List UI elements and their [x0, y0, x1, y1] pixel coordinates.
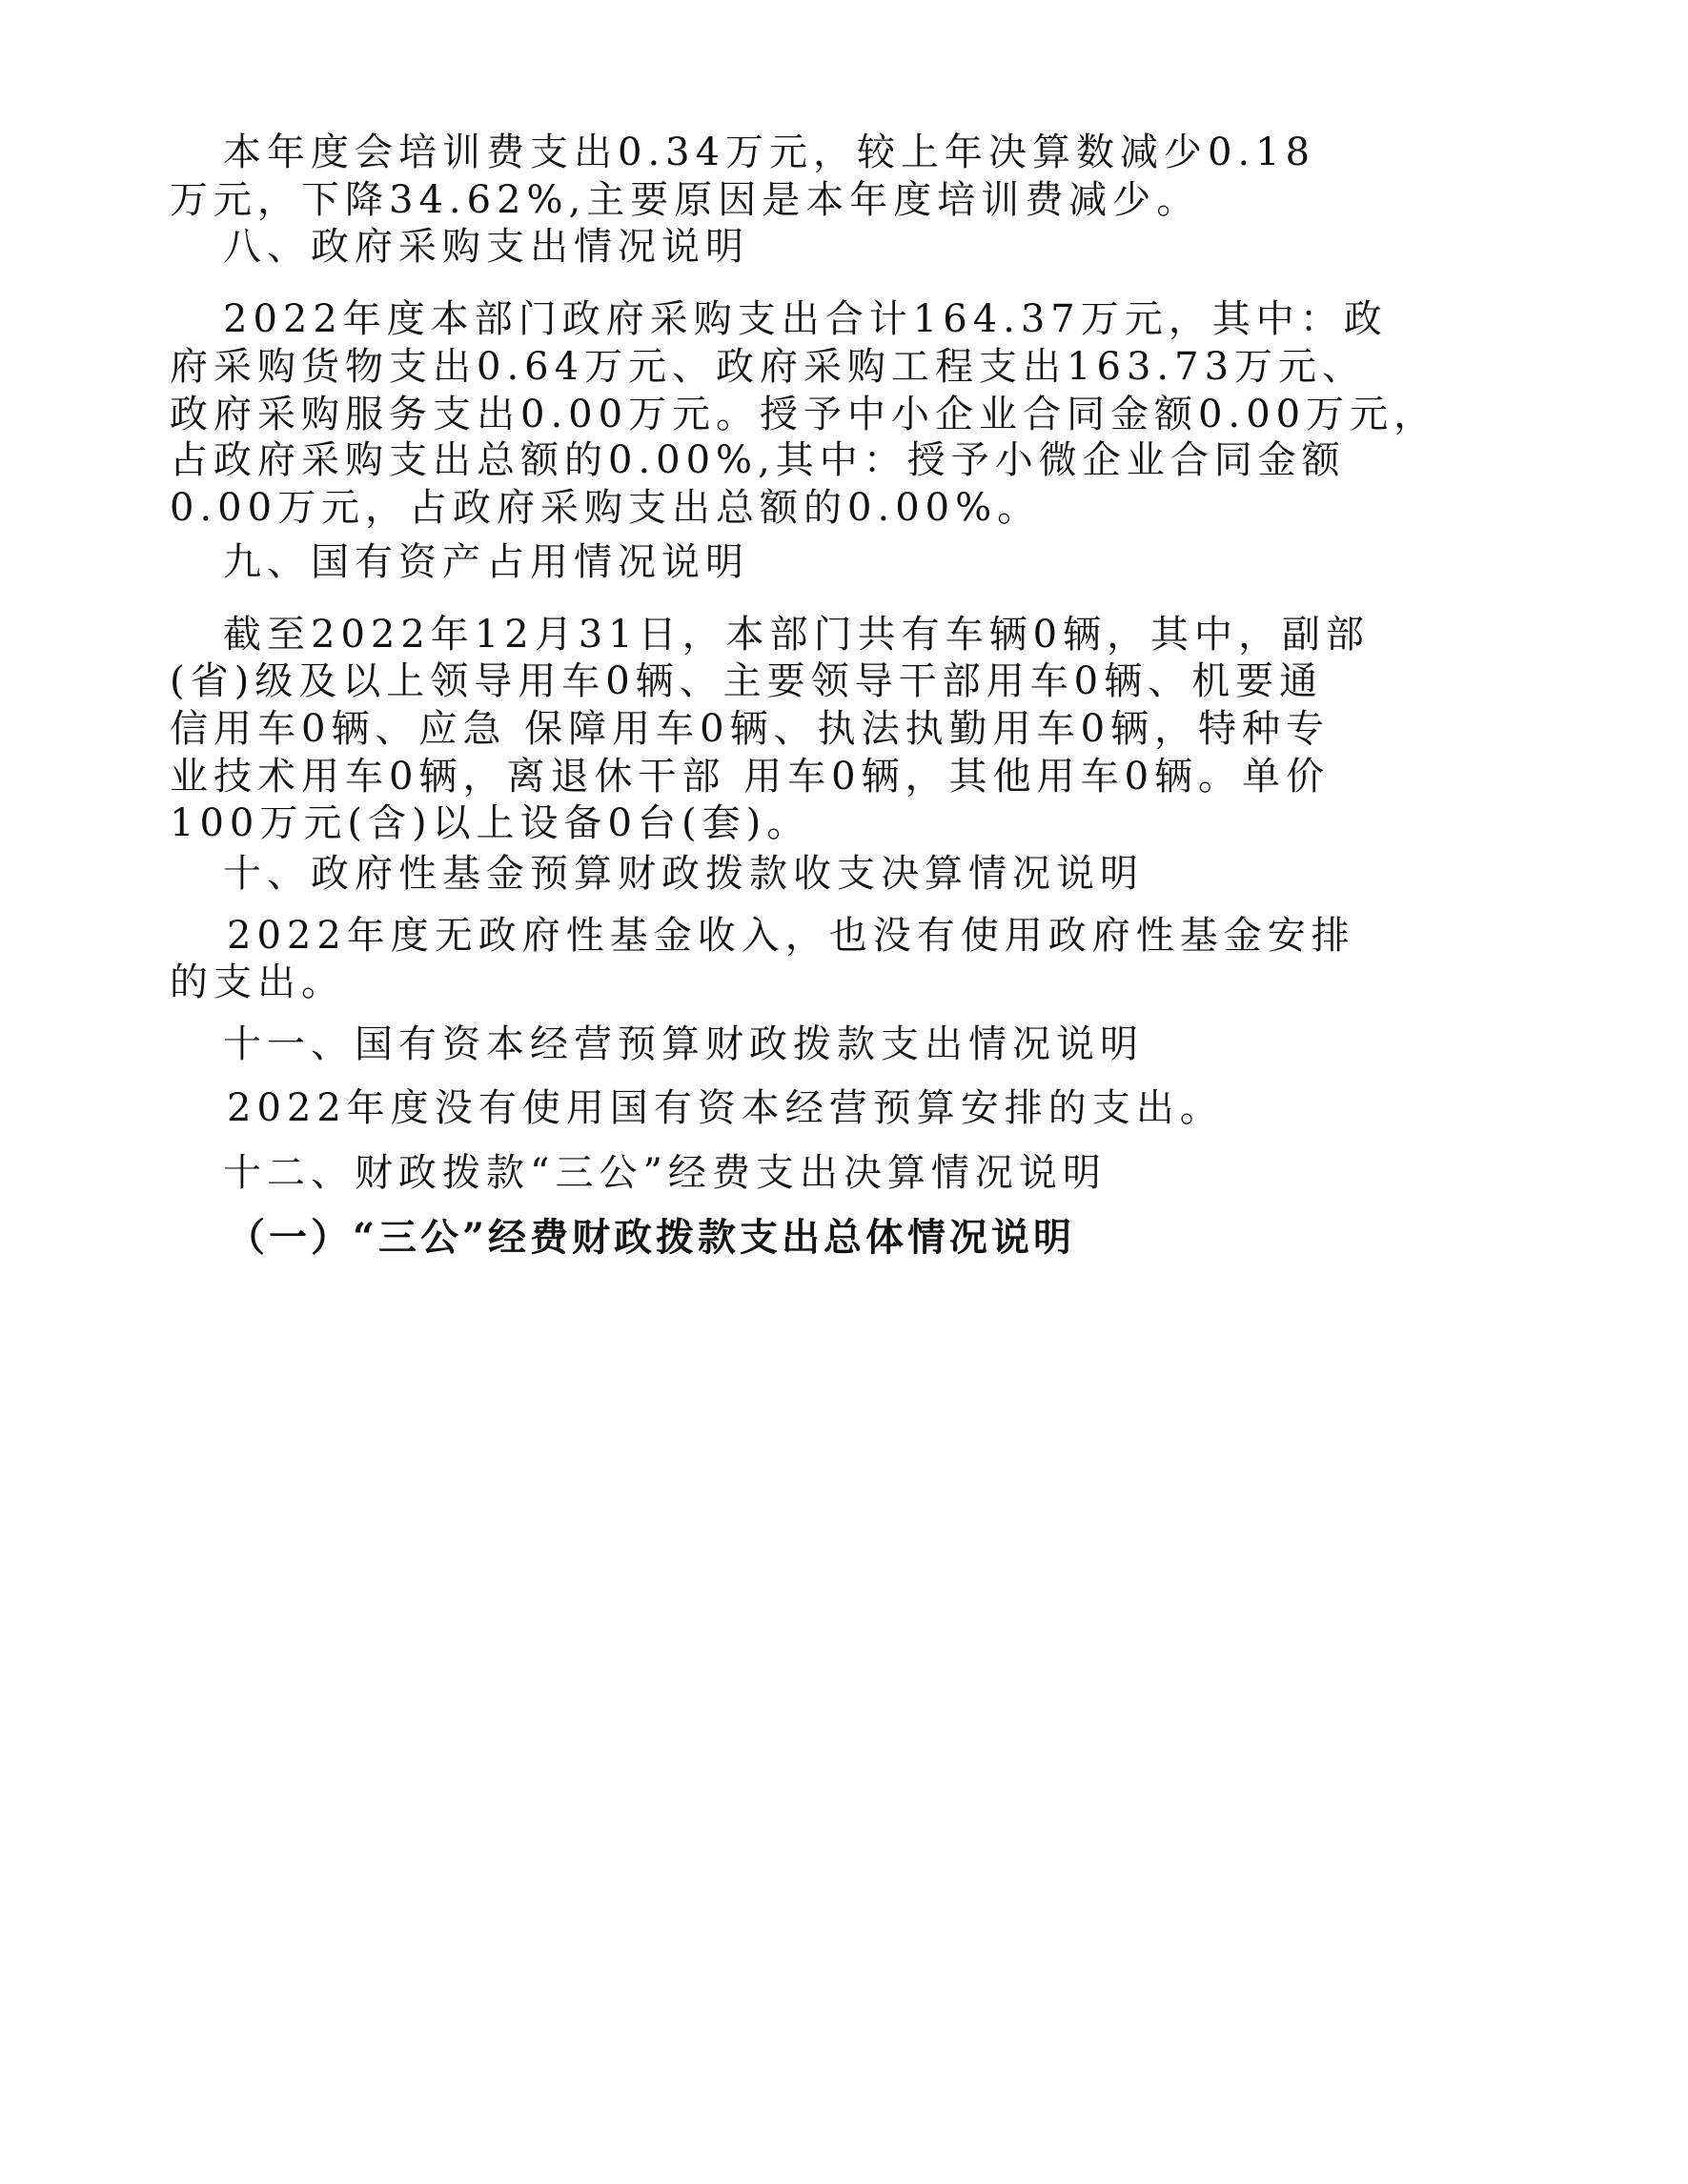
paragraph-text-line: 的支出。	[170, 961, 345, 1004]
paragraph-text-line: 100万元(含)以上设备0台(套)。	[170, 801, 811, 845]
paragraph-text-line: 0.00万元，占政府采购支出总额的0.00%。	[170, 486, 1042, 530]
paragraph-text-line: 业技术用车0辆，离退休干部 用车0辆，其他用车0辆。单价	[170, 755, 1331, 799]
section-heading: 十二、财政拨款“三公”经费支出决算情况说明	[223, 1151, 1107, 1195]
paragraph-text-line: 府采购货物支出0.64万元、政府采购工程支出163.73万元、	[170, 345, 1367, 389]
paragraph-text-line: 截至2022年12月31日，本部门共有车辆0辆，其中，副部	[223, 613, 1371, 657]
section-heading: 十一、国有资本经营预算财政拨款支出情况说明	[223, 1022, 1144, 1066]
section-heading: 八、政府采购支出情况说明	[223, 225, 749, 269]
paragraph-text-line: 2022年度本部门政府采购支出合计164.37万元，其中：政	[223, 297, 1388, 341]
paragraph-text-line: 信用车0辆、应急 保障用车0辆、执法执勤用车0辆，特种专	[170, 707, 1331, 751]
section-heading: 十、政府性基金预算财政拨款收支决算情况说明	[223, 852, 1144, 896]
paragraph-text-line: 2022年度无政府性基金收入，也没有使用政府性基金安排	[227, 914, 1355, 958]
paragraph-text-line: (省)级及以上领导用车0辆、主要领导干部用车0辆、机要通	[170, 659, 1324, 703]
subsection-heading: （一）“三公”经费财政拨款支出总体情况说明	[227, 1215, 1076, 1260]
paragraph-text-line: 万元，下降34.62%,主要原因是本年度培训费减少。	[170, 178, 1201, 222]
paragraph-text-line: 政府采购服务支出0.00万元。授予中小企业合同金额0.00万元，	[170, 393, 1438, 436]
paragraph-text-line: 占政府采购支出总额的0.00%,其中：授予小微企业合同金额	[170, 438, 1346, 482]
section-heading: 九、国有资产占用情况说明	[223, 540, 749, 584]
paragraph-text-line: 2022年度没有使用国有资本经营预算安排的支出。	[227, 1086, 1224, 1130]
paragraph-text-line: 本年度会培训费支出0.34万元，较上年决算数减少0.18	[223, 131, 1316, 174]
